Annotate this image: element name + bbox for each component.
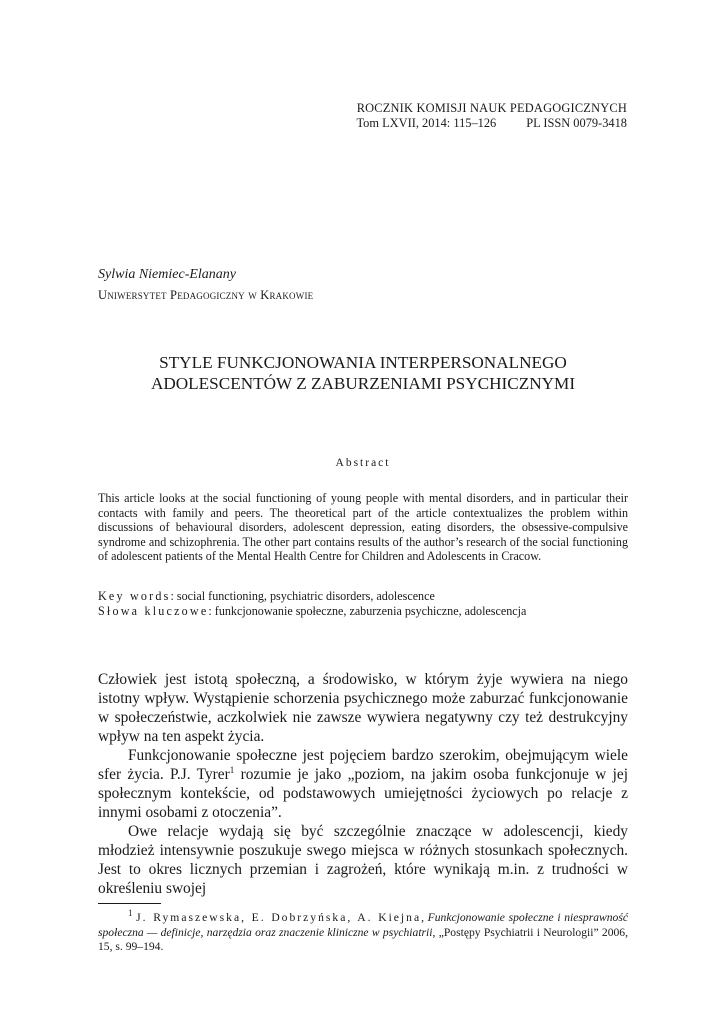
abstract-text: This article looks at the social functioning of young people with mental disorders, and in particular their contacts with family and peers. The theoretical part of the article contextualizes the problem within discussions of behavioural disorders, adolescent depression, eating disorders, the obsessive-compulsive syndrome and schizophrenia. The other part contains results of the author’s research of the social functioning of adolescent patients of the Mental Health Centre for Children and Adolescents in Cracow. (98, 491, 628, 563)
footnote-ref: 1 (229, 764, 235, 775)
footnote-authors: J. Rymaszewska, E. Dobrzyńska, A. Kiejna (136, 911, 422, 924)
footnote-rest: , „Postępy Psychiatrii i Neurologii” 2006, 15, s. 99–194. (98, 925, 628, 953)
footnote-sep: , (421, 911, 428, 924)
paragraph-2 (98, 746, 628, 822)
paragraph-2-end: rozumie je jako „poziom, na jakim osoba funkcjonuje w jej społecznym kontekście, od podstawowych umiejętności życiowych po relacje z innymi osobami z otoczenia”. (98, 766, 628, 821)
article-title (98, 352, 628, 394)
journal-meta (300, 116, 627, 131)
journal-issn: PL ISSN 0079-3418 (526, 116, 627, 130)
paragraph-1: Człowiek jest istotą społeczną, a środowisko, w którym żyje wywiera na niego istotny wpływ. Wystąpienie schorzenia psychicznego może zaburzać funkcjonowanie w społeczeństwie, aczkolwiek nie zawsze wywiera negatywny czy też destrukcyjny wpływ na ten aspekt życia. (98, 671, 628, 745)
keywords-pl (98, 604, 526, 619)
paragraph-2-start: Funkcjonowanie społeczne jest pojęciem bardzo szerokim, obejmującym wiele sfer życia. P.J. Tyrer (98, 747, 628, 783)
abstract-heading: Abstract (335, 457, 391, 469)
keywords-pl-values: : funkcjonowanie społeczne, zaburzenia psychiczne, adolescencja (208, 604, 527, 618)
keywords-en-label: Key words (98, 589, 171, 603)
paragraph-3: Owe relacje wydają się być szczególnie znaczące w adolescencji, kiedy młodzież intensywnie poszukuje swego miejsca w różnych stosunkach społecznych. Jest to okres licznych przemian i zagrożeń, które wynikają m.in. z trudności w określeniu swojej (98, 823, 628, 897)
footnote-title: Funkcjonowanie społeczne i niesprawność społeczna — definicje, narzędzia oraz znaczenie kliniczne w psychiatrii (98, 911, 628, 939)
title-line-2: ADOLESCENTÓW Z ZABURZENIAMI PSYCHICZNYMI (150, 374, 576, 393)
footnote-divider (98, 903, 161, 904)
journal-name: ROCZNIK KOMISJI NAUK PEDAGOGICZNYCH (356, 101, 627, 115)
keywords-en (98, 589, 435, 604)
journal-header (300, 101, 627, 131)
journal-volume: Tom LXVII, 2014: 115–126 (356, 116, 497, 130)
footnote (98, 908, 628, 955)
body-text (98, 670, 628, 898)
keywords-en-values: : social functioning, psychiatric disorders, adolescence (170, 589, 435, 603)
footnote-number: 1 (128, 908, 133, 919)
author-name: Sylwia Niemiec-Elanany (98, 267, 237, 282)
author-affiliation: Uniwersytet Pedagogiczny w Krakowie (98, 288, 314, 302)
title-line-1: STYLE FUNKCJONOWANIA INTERPERSONALNEGO (159, 353, 567, 372)
keywords-pl-label: Słowa kluczowe (98, 604, 209, 618)
